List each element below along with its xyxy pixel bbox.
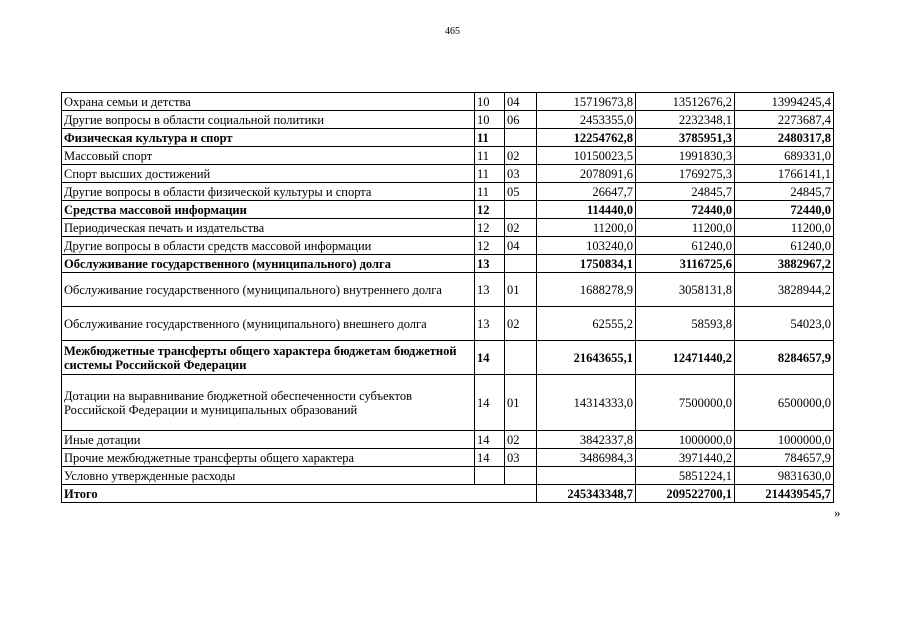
table-row bbox=[62, 375, 834, 431]
amount-year-3: 2480317,8 bbox=[735, 129, 834, 147]
budget-table bbox=[61, 92, 834, 503]
section-code: 13 bbox=[475, 273, 505, 307]
amount-year-1: 15719673,8 bbox=[537, 93, 636, 111]
table-row bbox=[62, 307, 834, 341]
total-label: Итого bbox=[62, 485, 537, 503]
row-name: Обслуживание государственного (муниципального) долга bbox=[62, 255, 475, 273]
amount-year-1: 21643655,1 bbox=[537, 341, 636, 375]
subsection-code bbox=[505, 129, 537, 147]
amount-year-1: 14314333,0 bbox=[537, 375, 636, 431]
amount-year-1: 3842337,8 bbox=[537, 431, 636, 449]
table-row bbox=[62, 93, 834, 111]
section-code: 14 bbox=[475, 431, 505, 449]
subsection-code: 02 bbox=[505, 147, 537, 165]
amount-year-2: 7500000,0 bbox=[636, 375, 735, 431]
row-name: Другие вопросы в области социальной политики bbox=[62, 111, 475, 129]
section-code: 11 bbox=[475, 147, 505, 165]
amount-year-1: 11200,0 bbox=[537, 219, 636, 237]
row-name: Иные дотации bbox=[62, 431, 475, 449]
total-amount-year-1: 245343348,7 bbox=[537, 485, 636, 503]
amount-year-1: 10150023,5 bbox=[537, 147, 636, 165]
table-row bbox=[62, 165, 834, 183]
subsection-code: 06 bbox=[505, 111, 537, 129]
amount-year-3: 784657,9 bbox=[735, 449, 834, 467]
amount-year-1 bbox=[537, 467, 636, 485]
section-code: 12 bbox=[475, 201, 505, 219]
amount-year-3: 3828944,2 bbox=[735, 273, 834, 307]
row-name: Прочие межбюджетные трансферты общего характера bbox=[62, 449, 475, 467]
section-code: 13 bbox=[475, 307, 505, 341]
closing-quote-mark: » bbox=[834, 505, 841, 520]
section-code: 10 bbox=[475, 93, 505, 111]
amount-year-2: 1769275,3 bbox=[636, 165, 735, 183]
row-name: Физическая культура и спорт bbox=[62, 129, 475, 147]
amount-year-1: 62555,2 bbox=[537, 307, 636, 341]
subsection-code bbox=[505, 341, 537, 375]
subsection-code: 03 bbox=[505, 449, 537, 467]
row-name: Средства массовой информации bbox=[62, 201, 475, 219]
section-code: 13 bbox=[475, 255, 505, 273]
row-name: Другие вопросы в области физической культуры и спорта bbox=[62, 183, 475, 201]
total-row bbox=[62, 485, 834, 503]
total-amount-year-2: 209522700,1 bbox=[636, 485, 735, 503]
row-name: Обслуживание государственного (муниципального) внешнего долга bbox=[62, 307, 475, 341]
amount-year-3: 24845,7 bbox=[735, 183, 834, 201]
table-row bbox=[62, 111, 834, 129]
amount-year-1: 114440,0 bbox=[537, 201, 636, 219]
table-row bbox=[62, 467, 834, 485]
amount-year-2: 11200,0 bbox=[636, 219, 735, 237]
section-code: 10 bbox=[475, 111, 505, 129]
row-name: Другие вопросы в области средств массовой информации bbox=[62, 237, 475, 255]
amount-year-1: 12254762,8 bbox=[537, 129, 636, 147]
section-code: 11 bbox=[475, 165, 505, 183]
section-code: 14 bbox=[475, 375, 505, 431]
table-row bbox=[62, 147, 834, 165]
amount-year-3: 11200,0 bbox=[735, 219, 834, 237]
subsection-code: 04 bbox=[505, 237, 537, 255]
amount-year-2: 24845,7 bbox=[636, 183, 735, 201]
amount-year-1: 2453355,0 bbox=[537, 111, 636, 129]
subsection-code bbox=[505, 467, 537, 485]
subsection-code: 04 bbox=[505, 93, 537, 111]
section-code: 11 bbox=[475, 129, 505, 147]
amount-year-2: 3971440,2 bbox=[636, 449, 735, 467]
section-code: 14 bbox=[475, 449, 505, 467]
amount-year-2: 61240,0 bbox=[636, 237, 735, 255]
amount-year-3: 13994245,4 bbox=[735, 93, 834, 111]
amount-year-3: 1000000,0 bbox=[735, 431, 834, 449]
subsection-code: 01 bbox=[505, 273, 537, 307]
table-row bbox=[62, 183, 834, 201]
row-name: Обслуживание государственного (муниципального) внутреннего долга bbox=[62, 273, 475, 307]
amount-year-2: 58593,8 bbox=[636, 307, 735, 341]
subsection-code: 02 bbox=[505, 307, 537, 341]
amount-year-2: 5851224,1 bbox=[636, 467, 735, 485]
table-row bbox=[62, 341, 834, 375]
subsection-code: 02 bbox=[505, 219, 537, 237]
page-number: 465 bbox=[445, 26, 460, 37]
table-row bbox=[62, 255, 834, 273]
row-name: Условно утвержденные расходы bbox=[62, 467, 475, 485]
amount-year-1: 1688278,9 bbox=[537, 273, 636, 307]
row-name: Межбюджетные трансферты общего характера бюджетам бюджетной системы Российской Федерации bbox=[62, 341, 475, 375]
row-name: Массовый спорт bbox=[62, 147, 475, 165]
amount-year-2: 3116725,6 bbox=[636, 255, 735, 273]
row-name: Охрана семьи и детства bbox=[62, 93, 475, 111]
amount-year-3: 72440,0 bbox=[735, 201, 834, 219]
amount-year-3: 61240,0 bbox=[735, 237, 834, 255]
amount-year-1: 2078091,6 bbox=[537, 165, 636, 183]
subsection-code: 01 bbox=[505, 375, 537, 431]
table-row bbox=[62, 431, 834, 449]
amount-year-3: 689331,0 bbox=[735, 147, 834, 165]
amount-year-2: 1000000,0 bbox=[636, 431, 735, 449]
section-code: 12 bbox=[475, 219, 505, 237]
table-row bbox=[62, 129, 834, 147]
amount-year-3: 8284657,9 bbox=[735, 341, 834, 375]
table-row bbox=[62, 237, 834, 255]
subsection-code bbox=[505, 201, 537, 219]
section-code: 14 bbox=[475, 341, 505, 375]
amount-year-2: 72440,0 bbox=[636, 201, 735, 219]
amount-year-1: 3486984,3 bbox=[537, 449, 636, 467]
amount-year-2: 3785951,3 bbox=[636, 129, 735, 147]
amount-year-2: 1991830,3 bbox=[636, 147, 735, 165]
amount-year-3: 9831630,0 bbox=[735, 467, 834, 485]
amount-year-2: 13512676,2 bbox=[636, 93, 735, 111]
row-name: Периодическая печать и издательства bbox=[62, 219, 475, 237]
amount-year-1: 26647,7 bbox=[537, 183, 636, 201]
section-code: 11 bbox=[475, 183, 505, 201]
subsection-code: 05 bbox=[505, 183, 537, 201]
subsection-code: 02 bbox=[505, 431, 537, 449]
amount-year-3: 54023,0 bbox=[735, 307, 834, 341]
total-amount-year-3: 214439545,7 bbox=[735, 485, 834, 503]
subsection-code bbox=[505, 255, 537, 273]
table-row bbox=[62, 273, 834, 307]
amount-year-3: 3882967,2 bbox=[735, 255, 834, 273]
subsection-code: 03 bbox=[505, 165, 537, 183]
amount-year-2: 3058131,8 bbox=[636, 273, 735, 307]
amount-year-2: 12471440,2 bbox=[636, 341, 735, 375]
section-code: 12 bbox=[475, 237, 505, 255]
amount-year-3: 1766141,1 bbox=[735, 165, 834, 183]
table-row bbox=[62, 449, 834, 467]
row-name: Дотации на выравнивание бюджетной обеспеченности субъектов Российской Федерации и муниципальных образований bbox=[62, 375, 475, 431]
amount-year-3: 6500000,0 bbox=[735, 375, 834, 431]
section-code bbox=[475, 467, 505, 485]
amount-year-2: 2232348,1 bbox=[636, 111, 735, 129]
amount-year-3: 2273687,4 bbox=[735, 111, 834, 129]
row-name: Спорт высших достижений bbox=[62, 165, 475, 183]
table-row bbox=[62, 219, 834, 237]
amount-year-1: 1750834,1 bbox=[537, 255, 636, 273]
table-row bbox=[62, 201, 834, 219]
amount-year-1: 103240,0 bbox=[537, 237, 636, 255]
